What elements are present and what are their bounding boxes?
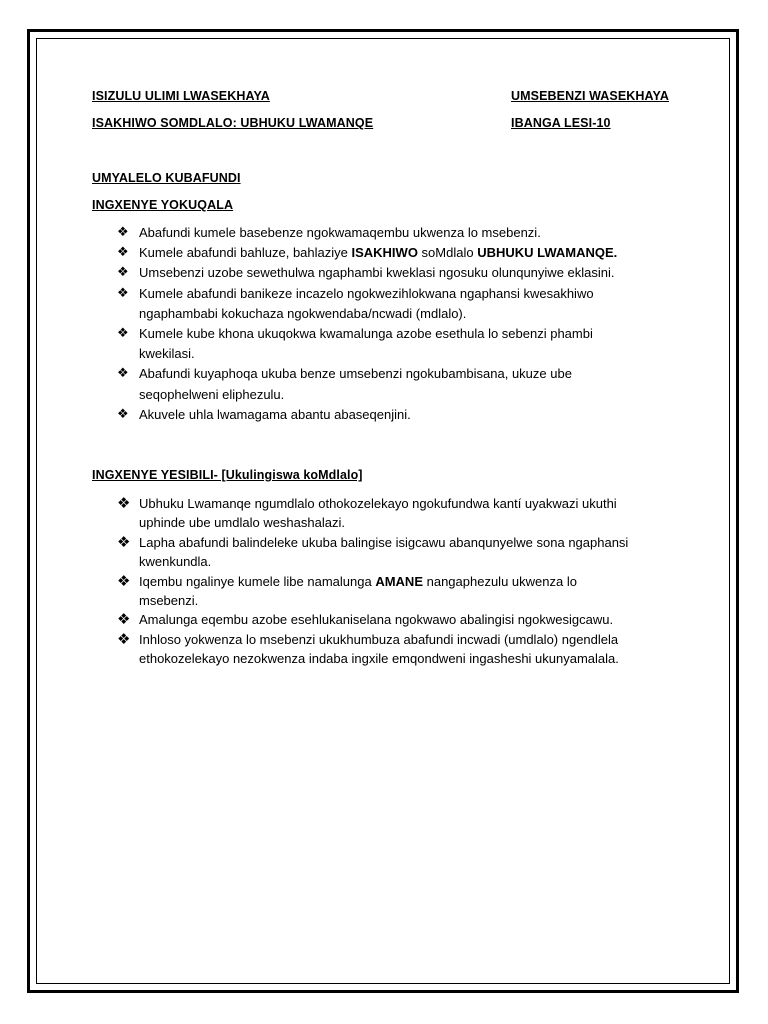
- structure-title: ISAKHIWO SOMDLALO: UBHUKU LWAMANQE: [92, 116, 374, 130]
- list-item: ❖ Amalunga eqembu azobe esehlukaniselana ngokwawo abalingisi ngokwesigcawu.: [117, 610, 614, 629]
- bullet-icon: ❖: [117, 285, 129, 301]
- list-item: ❖ Kumele kube khona ukuqokwa kwamalunga azobe esethula lo sebenzi phambi kwekilasi.: [117, 326, 593, 362]
- grade-label: IBANGA LESI-10: [511, 116, 611, 130]
- list-item: ❖ Akuvele uhla lwamagama abantu abaseqenjini.: [117, 405, 677, 425]
- bullet-icon: ❖: [117, 494, 131, 512]
- part2-heading: INGXENYE YESIBILI- [Ukulingiswa koMdlalo]: [92, 468, 363, 482]
- bullet-icon: ❖: [117, 571, 131, 590]
- list-item: ❖ Abafundi kumele basebenze ngokwamaqembu ukwenza lo msebenzi.: [117, 223, 677, 243]
- list-item: ❖ Umsebenzi uzobe sewethulwa ngaphambi kweklasi ngosuku olunqunyiwe eklasini.: [117, 263, 677, 283]
- subject-title: ISIZULU ULIMI LWASEKHAYA: [92, 89, 270, 103]
- bullet-icon: ❖: [117, 629, 131, 648]
- bullet-icon: ❖: [117, 326, 129, 342]
- task-type: UMSEBENZI WASEKHAYA: [511, 89, 669, 103]
- part1-list: [117, 223, 677, 425]
- list-item: ❖ Iqembu ngalinye kumele libe namalunga AMANE nangaphezulu ukwenza lo msebenzi.: [117, 571, 577, 609]
- bullet-icon: ❖: [117, 225, 129, 240]
- list-item: ❖ Ubhuku Lwamanqe ngumdlalo othokozelekayo ngokufundwa kantí uyakwazi ukuthi uphinde ube umdlalo weshashalazi.: [117, 494, 617, 531]
- instructions-heading: UMYALELO KUBAFUNDI: [92, 171, 241, 185]
- list-item: ❖ Abafundi kuyaphoqa ukuba benze umsebenzi ngokubambisana, ukuze ube seqophelweni eliphezulu.: [117, 366, 572, 402]
- part2-list: [117, 494, 677, 669]
- bullet-icon: ❖: [117, 532, 131, 551]
- list-item: ❖ Inhloso yokwenza lo msebenzi ukukhumbuza abafundi incwadi (umdlalo) ngendlela ethokozelekayo nezokwenza indaba ingxile emqondweni ingasheshi ukunyamalala.: [117, 629, 619, 667]
- bullet-icon: ❖: [117, 366, 129, 382]
- bullet-icon: ❖: [117, 610, 131, 629]
- list-item: ❖ Kumele abafundi banikeze incazelo ngokwezihlokwana ngaphansi kwesakhiwo ngaphambabi kokuchaza ngokwendaba/ncwadi (mdlalo).: [117, 285, 594, 321]
- part1-heading: INGXENYE YOKUQALA: [92, 198, 234, 212]
- bullet-icon: ❖: [117, 265, 129, 281]
- bullet-icon: ❖: [117, 245, 129, 261]
- list-item: ❖ Kumele abafundi bahluze, bahlaziye ISAKHIWO soMdlalo UBHUKU LWAMANQE.: [117, 243, 677, 263]
- bullet-icon: ❖: [117, 406, 129, 422]
- list-item: ❖ Lapha abafundi balindeleke ukuba balingise isigcawu abanqunyelwe sona ngaphansi kwenkundla.: [117, 532, 629, 570]
